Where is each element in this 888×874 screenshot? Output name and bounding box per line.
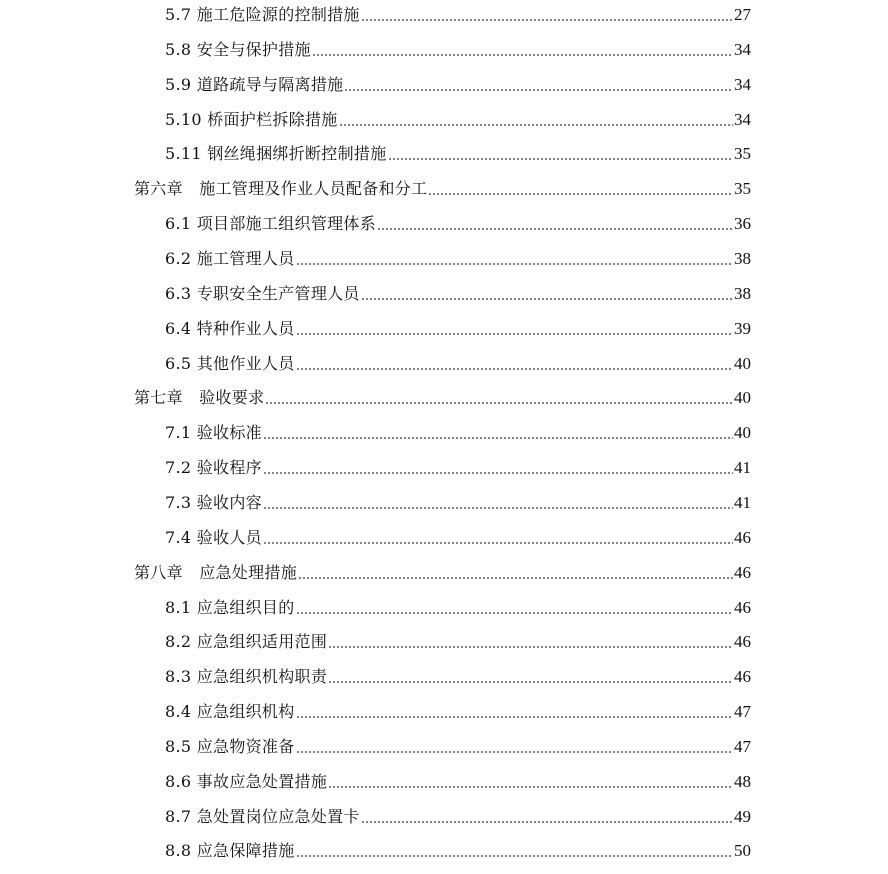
toc-entry-title: 7.2 验收程序	[165, 458, 262, 478]
toc-dot-leader	[263, 471, 733, 475]
toc-entry-title: 第八章 应急处理措施	[134, 562, 298, 582]
toc-entry-title: 8.7 急处置岗位应急处置卡	[165, 806, 360, 826]
toc-section-entry[interactable]	[165, 350, 751, 374]
toc-entry-title: 7.1 验收标准	[165, 423, 262, 443]
toc-page-number: 34	[734, 109, 751, 129]
toc-section-entry[interactable]	[165, 663, 751, 687]
toc-dot-leader	[361, 297, 733, 301]
toc-dot-leader	[388, 157, 733, 161]
toc-dot-leader	[377, 227, 733, 231]
toc-section-entry[interactable]	[165, 768, 751, 792]
toc-section-entry[interactable]	[165, 315, 751, 339]
toc-dot-leader	[296, 611, 733, 615]
toc-page-number: 34	[734, 39, 751, 59]
toc-entry-title: 5.10 桥面护栏拆除措施	[165, 109, 338, 129]
toc-entry-title: 8.6 事故应急处置措施	[165, 771, 328, 791]
toc-dot-leader	[265, 401, 733, 405]
toc-dot-leader	[298, 576, 733, 580]
toc-page-number: 46	[734, 527, 751, 547]
toc-page-number: 49	[734, 806, 751, 826]
toc-dot-leader	[296, 332, 733, 336]
toc-dot-leader	[328, 785, 733, 789]
toc-entry-title: 7.4 验收人员	[165, 527, 262, 547]
toc-dot-leader	[296, 715, 733, 719]
toc-section-entry[interactable]	[165, 524, 751, 548]
toc-entry-title: 第七章 验收要求	[134, 388, 265, 408]
toc-dot-leader	[263, 506, 733, 510]
toc-dot-leader	[296, 367, 733, 371]
toc-page-number: 46	[734, 632, 751, 652]
toc-page-number: 41	[734, 458, 751, 478]
toc-page-number: 40	[734, 353, 751, 373]
toc-section-entry[interactable]	[165, 698, 751, 722]
toc-section-entry[interactable]	[165, 106, 751, 130]
toc-entry-title: 5.8 安全与保护措施	[165, 39, 311, 59]
toc-section-entry[interactable]	[165, 837, 751, 861]
toc-section-entry[interactable]	[165, 733, 751, 757]
toc-dot-leader	[312, 53, 733, 57]
toc-chapter-entry[interactable]	[134, 559, 751, 583]
toc-section-entry[interactable]	[165, 140, 751, 164]
toc-page-number: 38	[734, 249, 751, 268]
toc-entry-title: 5.7 施工危险源的控制措施	[165, 5, 360, 24]
toc-chapter-entry[interactable]	[134, 384, 751, 408]
toc-section-entry[interactable]	[165, 419, 751, 443]
toc-chapter-entry[interactable]	[134, 175, 751, 199]
toc-dot-leader	[296, 262, 733, 266]
toc-page-number: 38	[734, 283, 751, 303]
toc-page-number: 40	[734, 423, 751, 443]
toc-page-number: 50	[734, 841, 751, 861]
toc-section-entry[interactable]	[165, 71, 751, 95]
toc-page-number: 46	[734, 667, 751, 687]
toc-page-number: 36	[734, 214, 751, 234]
toc-section-entry[interactable]	[165, 36, 751, 60]
toc-entry-title: 8.5 应急物资准备	[165, 736, 295, 756]
toc-page-number: 35	[734, 179, 751, 199]
toc-dot-leader	[428, 192, 733, 196]
toc-entry-title: 8.2 应急组织适用范围	[165, 632, 328, 652]
toc-page-number: 27	[734, 5, 751, 24]
toc-page-number: 39	[734, 318, 751, 338]
toc-dot-leader	[361, 18, 733, 22]
toc-section-entry[interactable]	[165, 280, 751, 304]
toc-page-number: 46	[734, 562, 751, 582]
toc-dot-leader	[296, 750, 733, 754]
toc-entry-title: 8.8 应急保障措施	[165, 841, 295, 861]
toc-dot-leader	[361, 820, 733, 824]
toc-page-number: 41	[734, 492, 751, 512]
toc-page-number: 48	[734, 771, 751, 791]
toc-entry-title: 6.3 专职安全生产管理人员	[165, 283, 360, 303]
toc-entry-title: 8.1 应急组织目的	[165, 597, 295, 617]
toc-entry-title: 7.3 验收内容	[165, 492, 262, 512]
toc-page-number: 47	[734, 702, 751, 721]
toc-section-entry[interactable]	[165, 803, 751, 827]
toc-entry-title: 5.9 道路疏导与隔离措施	[165, 74, 344, 94]
toc-dot-leader	[344, 88, 733, 92]
toc-section-entry[interactable]	[165, 1, 751, 25]
toc-section-entry[interactable]	[165, 210, 751, 234]
toc-dot-leader	[328, 680, 733, 684]
toc-page-number: 40	[734, 388, 751, 408]
toc-entry-title: 6.1 项目部施工组织管理体系	[165, 214, 377, 234]
toc-dot-leader	[263, 436, 733, 440]
toc-entry-title: 6.4 特种作业人员	[165, 318, 295, 338]
toc-entry-title: 8.3 应急组织机构职责	[165, 667, 328, 687]
toc-entry-title: 8.4 应急组织机构	[165, 702, 295, 721]
toc-dot-leader	[263, 541, 733, 545]
toc-dot-leader	[339, 123, 733, 127]
toc-entry-title: 第六章 施工管理及作业人员配备和分工	[134, 179, 428, 199]
toc-dot-leader	[328, 645, 733, 649]
toc-page-number: 35	[734, 144, 751, 164]
toc-page-number: 34	[734, 74, 751, 94]
toc-dot-leader	[296, 854, 733, 858]
toc-section-entry[interactable]	[165, 594, 751, 618]
toc-section-entry[interactable]	[165, 245, 751, 269]
toc-section-entry[interactable]	[165, 628, 751, 652]
toc-entry-title: 6.2 施工管理人员	[165, 249, 295, 268]
toc-section-entry[interactable]	[165, 489, 751, 513]
toc-entry-title: 6.5 其他作业人员	[165, 353, 295, 373]
toc-section-entry[interactable]	[165, 454, 751, 478]
toc-page-number: 47	[734, 736, 751, 756]
toc-entry-title: 5.11 钢丝绳捆绑折断控制措施	[165, 144, 387, 164]
toc-page-number: 46	[734, 597, 751, 617]
